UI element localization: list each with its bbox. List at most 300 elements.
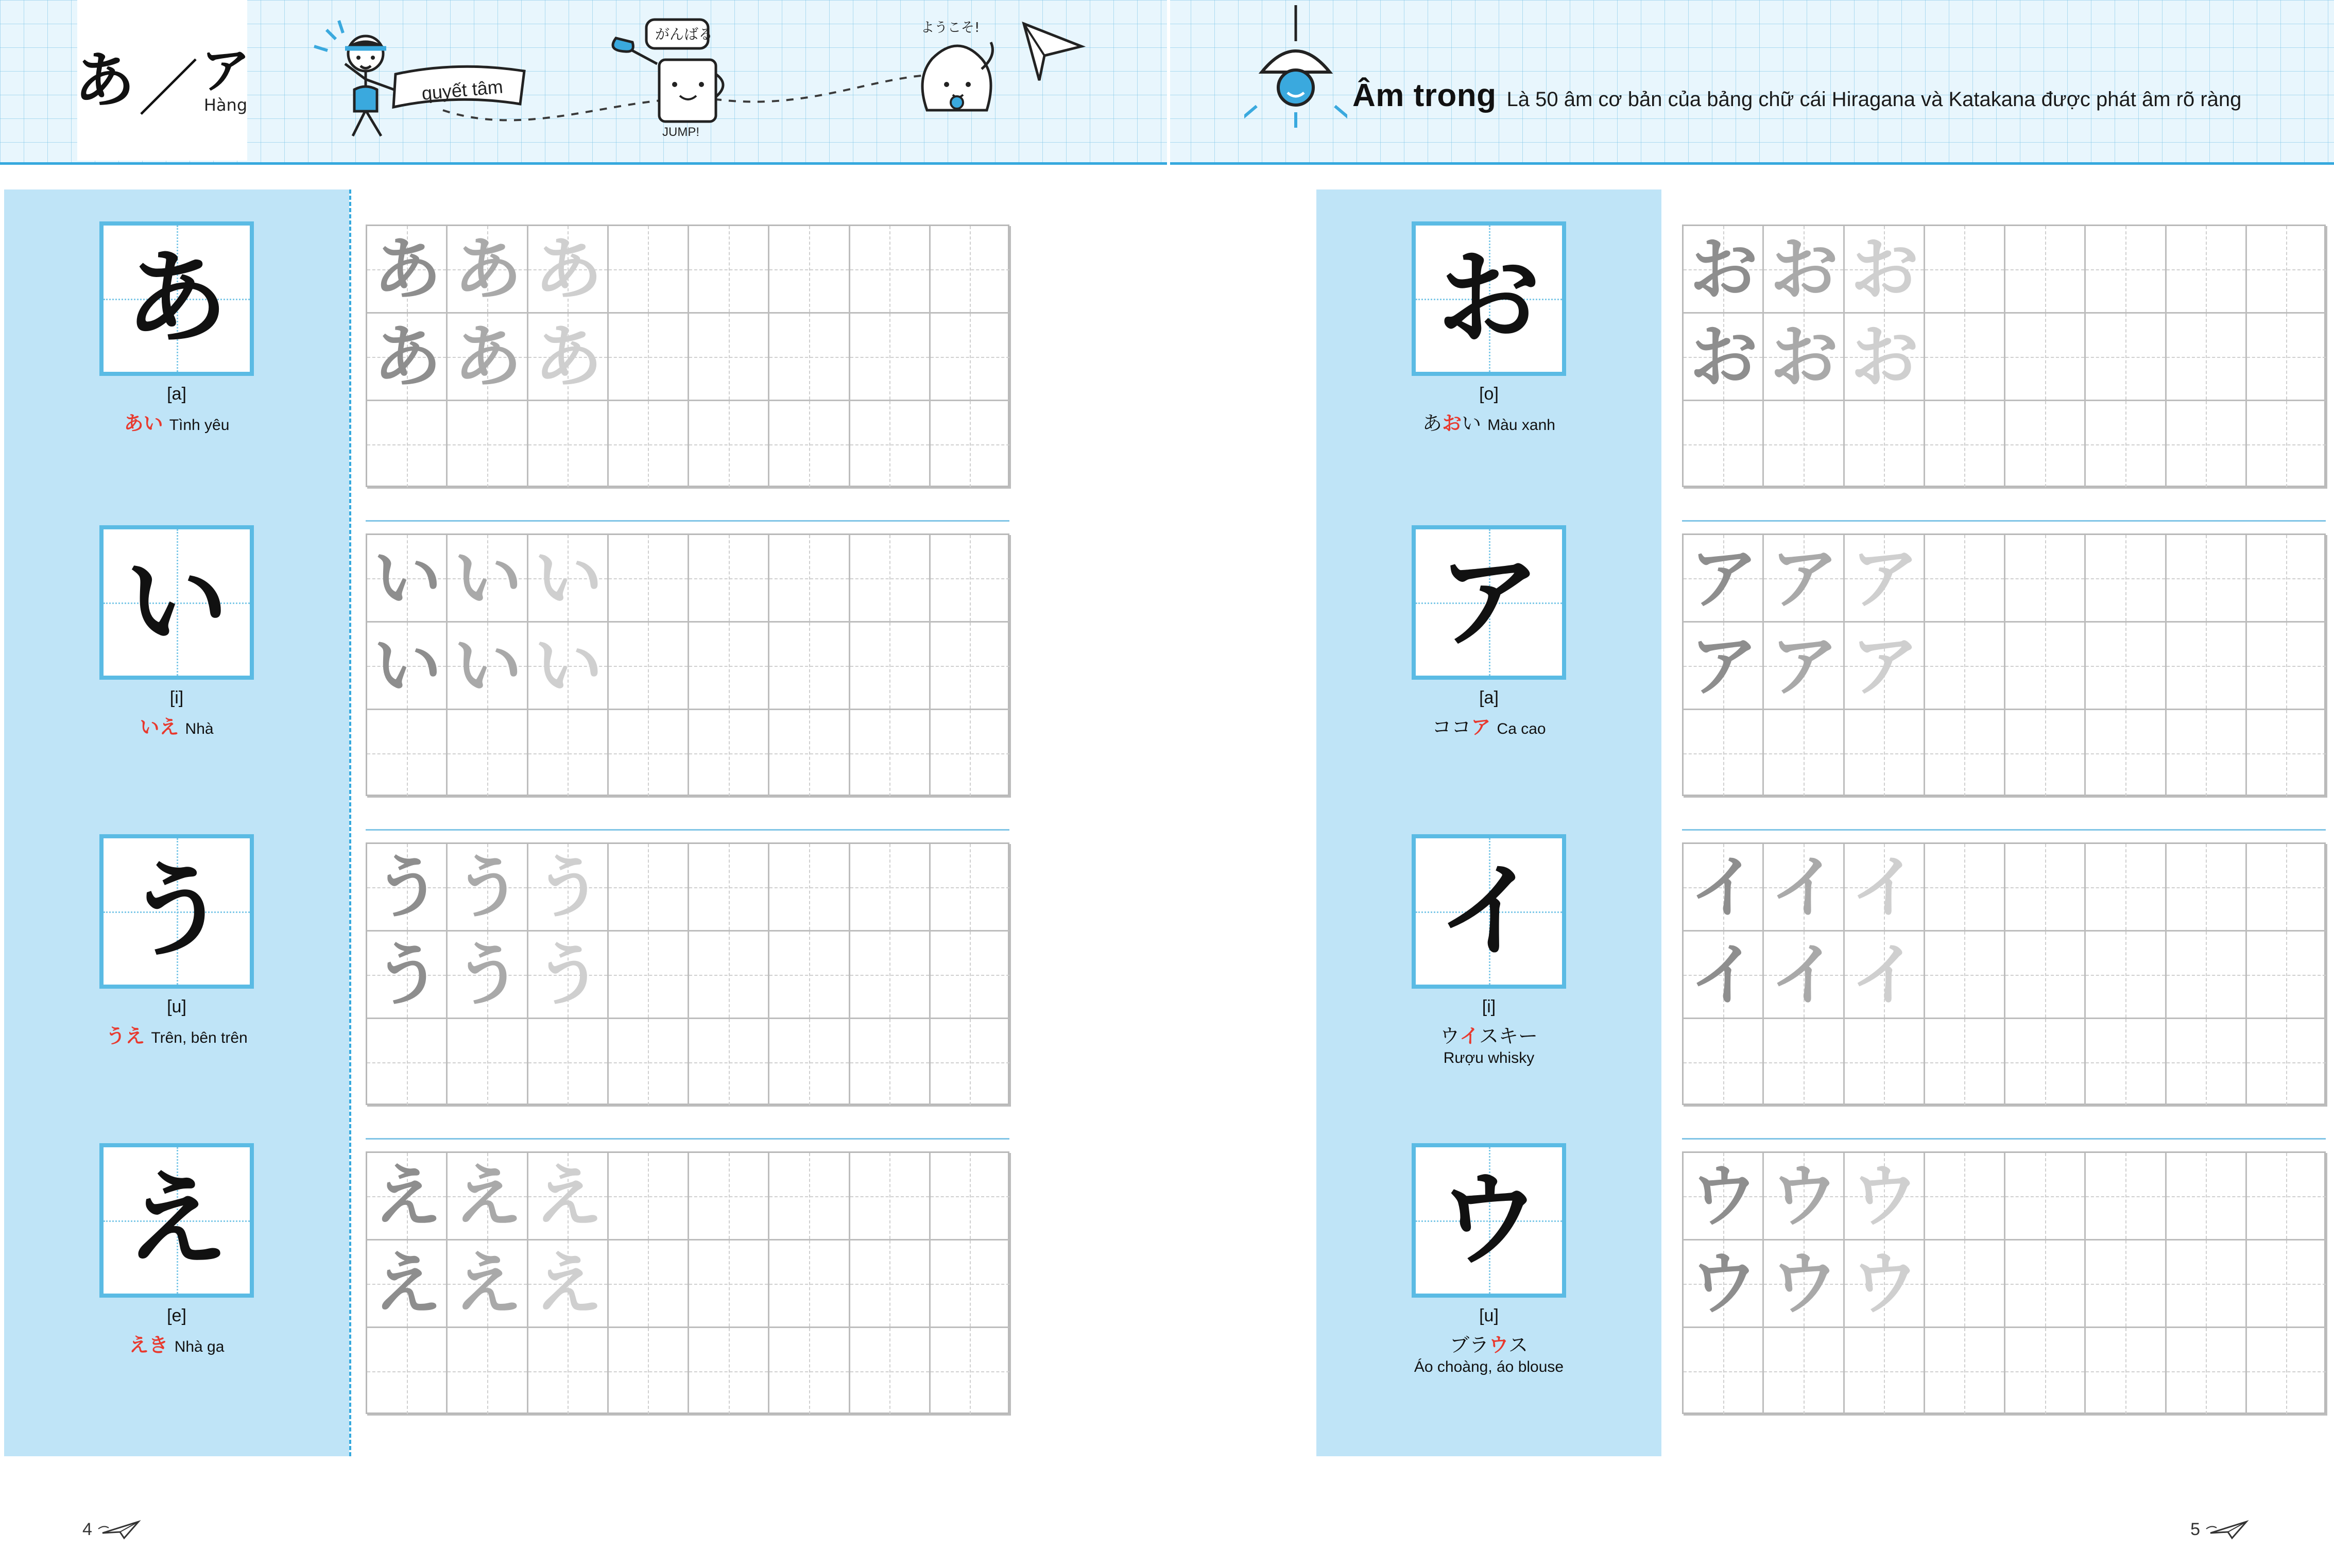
page-number-value: 5 xyxy=(2190,1519,2200,1539)
practice-cell[interactable] xyxy=(850,226,931,314)
svg-text:ようこそ!: ようこそ! xyxy=(921,20,980,36)
paper-plane-icon xyxy=(97,1518,144,1541)
practice-cell[interactable] xyxy=(2086,710,2166,798)
practice-cell[interactable] xyxy=(850,844,931,932)
practice-cell[interactable] xyxy=(2086,932,2166,1019)
practice-cell[interactable] xyxy=(2247,535,2327,623)
kana-word-kana xyxy=(1432,716,1490,738)
practice-cell[interactable] xyxy=(1925,710,2005,798)
practice-cell[interactable] xyxy=(769,1019,850,1107)
practice-cell[interactable] xyxy=(931,1153,1011,1240)
practice-cell[interactable] xyxy=(2247,710,2327,798)
section-divider xyxy=(366,520,1009,522)
kana-romaji: [i] xyxy=(1482,997,1496,1016)
practice-cell[interactable] xyxy=(1925,226,2005,314)
practice-cell[interactable] xyxy=(2167,401,2247,489)
kana-block xyxy=(1316,1143,1661,1376)
kana-romaji: [u] xyxy=(1479,1306,1499,1325)
paper-plane-icon xyxy=(2205,1518,2252,1541)
kana-example-word xyxy=(1316,711,1661,739)
kana-word-meaning: Màu xanh xyxy=(1487,417,1555,434)
practice-grid[interactable] xyxy=(366,842,1009,1105)
kana-char: い xyxy=(1462,412,1482,435)
practice-cell[interactable] xyxy=(769,1240,850,1328)
practice-cell[interactable] xyxy=(769,401,850,489)
practice-cell[interactable] xyxy=(689,401,769,489)
practice-cell[interactable] xyxy=(689,623,769,710)
kana-word-meaning: Áo choàng, áo blouse xyxy=(1414,1358,1564,1375)
practice-cell[interactable] xyxy=(2086,623,2166,710)
kana-romaji: [a] xyxy=(167,384,186,404)
kana-char: コ xyxy=(1451,716,1471,738)
practice-cell[interactable] xyxy=(609,314,689,401)
practice-cell[interactable] xyxy=(2086,1153,2166,1240)
kana-char: ー xyxy=(1518,1025,1538,1047)
kana-glyph: い xyxy=(125,542,228,662)
practice-cell[interactable] xyxy=(689,710,769,798)
practice-cell[interactable] xyxy=(2005,710,2086,798)
practice-cell[interactable] xyxy=(1684,710,1764,798)
practice-grid[interactable] xyxy=(366,225,1009,487)
header-title-group xyxy=(1352,77,2241,114)
practice-cell[interactable] xyxy=(850,1019,931,1107)
header-slash-icon: ／ xyxy=(138,53,199,124)
trace-character: ア xyxy=(1850,539,1919,618)
trace-character: ア xyxy=(1770,626,1839,706)
trace-character: イ xyxy=(1689,848,1758,927)
practice-cell[interactable] xyxy=(850,1153,931,1240)
kana-char: あ xyxy=(1422,412,1443,435)
practice-cell[interactable] xyxy=(1845,1019,1925,1107)
trace-character: ア xyxy=(1850,626,1919,706)
practice-cell[interactable] xyxy=(689,932,769,1019)
practice-cell[interactable] xyxy=(2247,1019,2327,1107)
practice-cell[interactable] xyxy=(1925,623,2005,710)
practice-cell[interactable] xyxy=(1845,710,1925,798)
trace-character: あ xyxy=(534,230,603,309)
practice-grid[interactable] xyxy=(366,1151,1009,1414)
practice-cell[interactable] xyxy=(931,314,1011,401)
practice-cell[interactable] xyxy=(2005,226,2086,314)
kana-example-word xyxy=(1316,1329,1661,1357)
practice-cell[interactable] xyxy=(689,226,769,314)
trace-character: あ xyxy=(454,230,522,309)
kana-word-kana xyxy=(1450,1334,1528,1356)
practice-cell[interactable] xyxy=(769,710,850,798)
practice-cell[interactable] xyxy=(2167,932,2247,1019)
kana-highlight-char: イ xyxy=(1459,1025,1479,1047)
trace-character: お xyxy=(1850,230,1919,309)
trace-character: イ xyxy=(1850,935,1919,1015)
practice-cell[interactable] xyxy=(1925,844,2005,932)
practice-cell[interactable] xyxy=(931,535,1011,623)
practice-cell[interactable] xyxy=(367,1328,448,1416)
practice-cell[interactable] xyxy=(1845,1328,1925,1416)
practice-cell[interactable] xyxy=(2247,314,2327,401)
kana-glyph: あ xyxy=(125,238,228,358)
practice-cell[interactable] xyxy=(1684,1328,1764,1416)
practice-cell[interactable] xyxy=(2167,844,2247,932)
trace-character: う xyxy=(373,848,442,927)
practice-cell[interactable] xyxy=(850,535,931,623)
practice-cell[interactable] xyxy=(2086,1019,2166,1107)
kana-glyph: ア xyxy=(1437,542,1540,662)
practice-cell[interactable] xyxy=(1764,1019,1844,1107)
kana-example-word xyxy=(4,711,349,739)
practice-grid[interactable] xyxy=(1682,225,2326,487)
trace-character: お xyxy=(1770,317,1839,397)
lamp-icon xyxy=(1244,5,1347,160)
trace-character: お xyxy=(1770,230,1839,309)
practice-cell[interactable] xyxy=(448,710,528,798)
kana-card xyxy=(1412,1143,1566,1298)
practice-cell[interactable] xyxy=(2167,1019,2247,1107)
practice-cell[interactable] xyxy=(931,226,1011,314)
kana-glyph: お xyxy=(1437,238,1540,358)
kana-char: コ xyxy=(1432,716,1452,738)
trace-character: う xyxy=(534,848,603,927)
kana-example-word xyxy=(1316,407,1661,436)
practice-cell[interactable] xyxy=(2086,314,2166,401)
kana-romaji: [i] xyxy=(169,688,184,708)
kana-card xyxy=(99,221,254,376)
kana-highlight-char: い xyxy=(140,716,160,738)
practice-cell[interactable] xyxy=(2005,844,2086,932)
left-page-body xyxy=(0,165,1167,1568)
kana-example-word xyxy=(4,1329,349,1357)
kana-char: き xyxy=(148,1334,168,1356)
trace-character: お xyxy=(1689,317,1758,397)
kana-card xyxy=(99,1143,254,1298)
practice-cell[interactable] xyxy=(1925,1328,2005,1416)
trace-character: い xyxy=(534,539,603,618)
kana-word-meaning: Nhà ga xyxy=(174,1338,225,1355)
kana-card xyxy=(1412,834,1566,989)
trace-character: ウ xyxy=(1770,1244,1839,1324)
kana-block xyxy=(1316,221,1661,436)
trace-character: う xyxy=(454,935,522,1015)
practice-cell[interactable] xyxy=(2005,314,2086,401)
kana-word-kana xyxy=(1422,412,1481,435)
trace-character: う xyxy=(454,848,522,927)
kana-highlight-char: ア xyxy=(1471,716,1491,738)
svg-text:がんばる: がんばる xyxy=(655,26,713,43)
practice-cell[interactable] xyxy=(1764,710,1844,798)
trace-character: え xyxy=(534,1244,603,1324)
practice-cell[interactable] xyxy=(528,401,609,489)
practice-cell[interactable] xyxy=(850,1240,931,1328)
practice-cell[interactable] xyxy=(448,1328,528,1416)
kana-romaji: [e] xyxy=(167,1306,186,1325)
practice-cell[interactable] xyxy=(850,1328,931,1416)
header-kana-card xyxy=(74,0,251,161)
practice-cell[interactable] xyxy=(2167,314,2247,401)
practice-cell[interactable] xyxy=(609,401,689,489)
header-hiragana: あ xyxy=(74,45,135,116)
trace-character: お xyxy=(1850,317,1919,397)
practice-cell[interactable] xyxy=(931,932,1011,1019)
kana-block xyxy=(1316,834,1661,1067)
practice-cell[interactable] xyxy=(448,401,528,489)
practice-cell[interactable] xyxy=(769,226,850,314)
kana-word-kana xyxy=(140,716,179,738)
kana-card xyxy=(99,834,254,989)
kana-word-meaning: Rượu whisky xyxy=(1443,1049,1535,1066)
kana-word-meaning: Nhà xyxy=(185,720,214,737)
practice-cell[interactable] xyxy=(850,314,931,401)
trace-character: ウ xyxy=(1850,1244,1919,1324)
trace-character: イ xyxy=(1850,848,1919,927)
practice-cell[interactable] xyxy=(367,1019,448,1107)
kana-highlight-char: あ xyxy=(124,412,144,435)
kana-block xyxy=(4,221,349,436)
page-number-right xyxy=(2190,1518,2252,1541)
kana-highlight-char: え xyxy=(129,1334,149,1356)
practice-cell[interactable] xyxy=(931,1019,1011,1107)
practice-cell[interactable] xyxy=(2005,401,2086,489)
practice-cell[interactable] xyxy=(2167,226,2247,314)
left-dashed-divider xyxy=(349,189,351,1456)
practice-cell[interactable] xyxy=(1764,1328,1844,1416)
practice-cell[interactable] xyxy=(609,623,689,710)
kana-example-word xyxy=(1316,1020,1661,1048)
practice-cell[interactable] xyxy=(931,1240,1011,1328)
practice-cell[interactable] xyxy=(2167,1328,2247,1416)
trace-character: い xyxy=(454,539,522,618)
kana-word-meaning: Tình yêu xyxy=(169,417,230,434)
practice-cell[interactable] xyxy=(2247,623,2327,710)
kana-word-kana xyxy=(106,1025,145,1047)
kana-char: ブ xyxy=(1449,1334,1469,1356)
practice-cell[interactable] xyxy=(528,1328,609,1416)
practice-cell[interactable] xyxy=(769,932,850,1019)
kana-glyph: ウ xyxy=(1437,1160,1540,1280)
practice-grid[interactable] xyxy=(1682,533,2326,796)
kana-glyph: イ xyxy=(1437,851,1540,971)
practice-cell[interactable] xyxy=(2005,1328,2086,1416)
practice-cell[interactable] xyxy=(528,1019,609,1107)
kana-block xyxy=(1316,525,1661,739)
right-page xyxy=(1167,0,2334,1568)
kana-card xyxy=(1412,525,1566,680)
practice-cell[interactable] xyxy=(367,710,448,798)
kana-char: キ xyxy=(1499,1025,1519,1047)
kana-block xyxy=(4,525,349,739)
kana-romaji: [a] xyxy=(1479,688,1499,708)
practice-cell[interactable] xyxy=(609,1328,689,1416)
practice-cell[interactable] xyxy=(609,844,689,932)
trace-character: お xyxy=(1689,230,1758,309)
practice-cell[interactable] xyxy=(609,710,689,798)
kana-card xyxy=(1412,221,1566,376)
practice-cell[interactable] xyxy=(1925,535,2005,623)
practice-cell[interactable] xyxy=(367,401,448,489)
practice-cell[interactable] xyxy=(850,401,931,489)
practice-cell[interactable] xyxy=(2086,844,2166,932)
trace-character: ア xyxy=(1689,539,1758,618)
practice-cell[interactable] xyxy=(1925,1153,2005,1240)
practice-cell[interactable] xyxy=(2005,1019,2086,1107)
practice-cell[interactable] xyxy=(850,710,931,798)
practice-grid[interactable] xyxy=(1682,1151,2326,1414)
right-page-header xyxy=(1167,0,2334,165)
trace-character: あ xyxy=(373,230,442,309)
header-decoration-illustration xyxy=(268,12,1112,151)
practice-cell[interactable] xyxy=(2005,535,2086,623)
practice-cell[interactable] xyxy=(769,623,850,710)
practice-cell[interactable] xyxy=(609,932,689,1019)
kana-card xyxy=(99,525,254,680)
practice-cell[interactable] xyxy=(2086,1240,2166,1328)
trace-character: い xyxy=(373,539,442,618)
practice-cell[interactable] xyxy=(1925,1240,2005,1328)
practice-cell[interactable] xyxy=(769,535,850,623)
kana-char: え xyxy=(159,716,179,738)
page-gutter xyxy=(1167,0,1170,1568)
practice-cell[interactable] xyxy=(689,1240,769,1328)
section-divider xyxy=(366,1138,1009,1140)
practice-cell[interactable] xyxy=(2005,623,2086,710)
practice-cell[interactable] xyxy=(1764,401,1844,489)
practice-cell[interactable] xyxy=(1925,1019,2005,1107)
kana-char: ウ xyxy=(1439,1025,1460,1047)
trace-character: ウ xyxy=(1689,1157,1758,1236)
trace-character: い xyxy=(534,626,603,706)
practice-cell[interactable] xyxy=(769,844,850,932)
practice-cell[interactable] xyxy=(1684,1019,1764,1107)
practice-cell[interactable] xyxy=(2167,1153,2247,1240)
practice-cell[interactable] xyxy=(931,844,1011,932)
trace-character: い xyxy=(454,626,522,706)
kana-char: い xyxy=(143,412,163,435)
practice-cell[interactable] xyxy=(2247,1328,2327,1416)
kana-block xyxy=(4,1143,349,1357)
practice-cell[interactable] xyxy=(931,710,1011,798)
practice-cell[interactable] xyxy=(609,1240,689,1328)
kana-word-meaning: Ca cao xyxy=(1497,720,1546,737)
practice-cell[interactable] xyxy=(2247,226,2327,314)
kana-romaji: [u] xyxy=(167,997,186,1016)
practice-cell[interactable] xyxy=(609,1153,689,1240)
practice-cell[interactable] xyxy=(2247,1240,2327,1328)
kana-word-kana xyxy=(1440,1025,1538,1047)
practice-cell[interactable] xyxy=(1925,314,2005,401)
practice-cell[interactable] xyxy=(689,1328,769,1416)
trace-character: え xyxy=(454,1157,522,1236)
trace-character: あ xyxy=(534,317,603,397)
section-divider xyxy=(1682,520,2326,522)
practice-cell[interactable] xyxy=(1684,401,1764,489)
kana-word-meaning: Trên, bên trên xyxy=(151,1029,248,1046)
trace-character: ウ xyxy=(1689,1244,1758,1324)
header-subtitle: Là 50 âm cơ bản của bảng chữ cái Hiragana và Katakana được phát âm rõ ràng xyxy=(1506,88,2242,111)
practice-cell[interactable] xyxy=(2167,623,2247,710)
practice-cell[interactable] xyxy=(689,1019,769,1107)
practice-cell[interactable] xyxy=(2086,535,2166,623)
kana-example-word xyxy=(4,1020,349,1048)
svg-text:JUMP!: JUMP! xyxy=(662,125,699,139)
svg-text:quyết tâm: quyết tâm xyxy=(421,76,504,104)
practice-cell[interactable] xyxy=(609,535,689,623)
practice-cell[interactable] xyxy=(2167,710,2247,798)
practice-cell[interactable] xyxy=(2247,932,2327,1019)
practice-cell[interactable] xyxy=(689,535,769,623)
trace-character: ア xyxy=(1689,626,1758,706)
practice-cell[interactable] xyxy=(448,1019,528,1107)
practice-cell[interactable] xyxy=(609,1019,689,1107)
practice-cell[interactable] xyxy=(2086,226,2166,314)
practice-cell[interactable] xyxy=(2167,535,2247,623)
practice-cell[interactable] xyxy=(1925,401,2005,489)
practice-cell[interactable] xyxy=(2167,1240,2247,1328)
trace-character: あ xyxy=(373,317,442,397)
kana-word-kana xyxy=(124,412,163,435)
right-page-body xyxy=(1167,165,2334,1568)
practice-cell[interactable] xyxy=(931,623,1011,710)
practice-cell[interactable] xyxy=(769,314,850,401)
practice-cell[interactable] xyxy=(1845,401,1925,489)
practice-cell[interactable] xyxy=(609,226,689,314)
trace-character: イ xyxy=(1689,935,1758,1015)
trace-character: え xyxy=(454,1244,522,1324)
kana-glyph: う xyxy=(125,851,228,971)
trace-character: え xyxy=(373,1157,442,1236)
kana-example-word xyxy=(4,407,349,436)
practice-cell[interactable] xyxy=(689,1153,769,1240)
practice-cell[interactable] xyxy=(2005,1240,2086,1328)
kana-glyph: え xyxy=(125,1160,228,1280)
header-title: Âm trong xyxy=(1352,78,1497,113)
trace-character: ア xyxy=(1770,539,1839,618)
page-number-left xyxy=(82,1518,144,1541)
practice-cell[interactable] xyxy=(689,844,769,932)
kana-char: え xyxy=(125,1025,145,1047)
practice-grid[interactable] xyxy=(366,533,1009,796)
practice-cell[interactable] xyxy=(2247,844,2327,932)
trace-character: イ xyxy=(1770,935,1839,1015)
practice-cell[interactable] xyxy=(2005,1153,2086,1240)
trace-character: う xyxy=(373,935,442,1015)
section-divider xyxy=(1682,1138,2326,1140)
practice-cell[interactable] xyxy=(931,401,1011,489)
practice-cell[interactable] xyxy=(2247,401,2327,489)
practice-cell[interactable] xyxy=(850,623,931,710)
trace-character: う xyxy=(534,935,603,1015)
practice-cell[interactable] xyxy=(1925,932,2005,1019)
practice-cell[interactable] xyxy=(2086,401,2166,489)
practice-cell[interactable] xyxy=(2247,1153,2327,1240)
section-divider xyxy=(366,829,1009,831)
practice-cell[interactable] xyxy=(689,314,769,401)
practice-cell[interactable] xyxy=(769,1153,850,1240)
kana-highlight-char: ウ xyxy=(1489,1334,1509,1356)
practice-cell[interactable] xyxy=(769,1328,850,1416)
practice-cell[interactable] xyxy=(2005,932,2086,1019)
kana-char: ス xyxy=(1508,1334,1529,1356)
practice-cell[interactable] xyxy=(528,710,609,798)
practice-cell[interactable] xyxy=(931,1328,1011,1416)
kana-block xyxy=(4,834,349,1048)
header-katakana: ア xyxy=(201,42,251,99)
trace-character: え xyxy=(373,1244,442,1324)
kana-word-kana xyxy=(129,1334,168,1356)
practice-cell[interactable] xyxy=(2086,1328,2166,1416)
practice-cell[interactable] xyxy=(850,932,931,1019)
left-page-header xyxy=(0,0,1167,165)
practice-grid[interactable] xyxy=(1682,842,2326,1105)
header-row-label: Hàng xyxy=(203,95,248,115)
kana-char: ス xyxy=(1479,1025,1499,1047)
